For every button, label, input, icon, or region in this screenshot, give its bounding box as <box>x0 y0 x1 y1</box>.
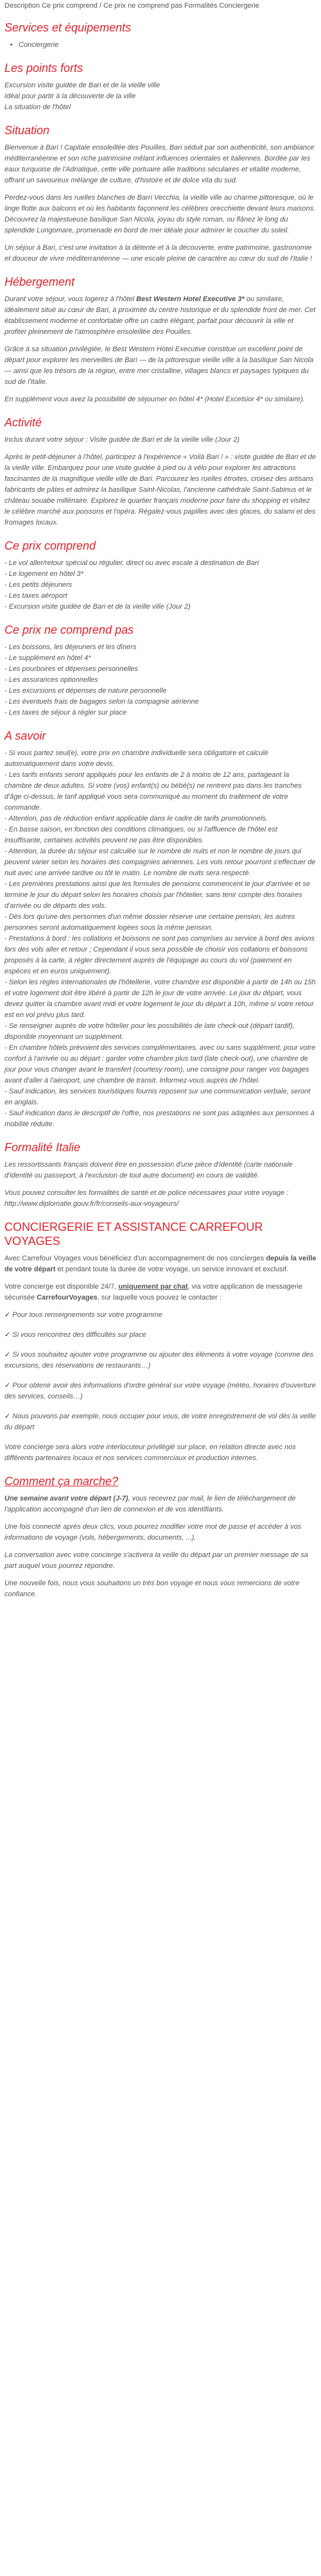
check-text: Si vous souhaitez ajouter votre programme ou ajouter des éléments à votre voyage (comme des excursions, des réservations de restaurants…) <box>4 1351 314 1370</box>
list-item: - Prestations à bord : les collations et boissons ne sont pas comprises au service à bord des avions lors des vols aller et retour ; Cependant il vous sera possible de choisir vos collations et boissons proposés à la carte, à régler directement auprès de l'équipage au cours du vol (paiement en espèces et en euros uniquement). <box>4 935 315 975</box>
situation-paragraph: Un séjour à Bari, c'est une invitation à la détente et à la découverte, entre patrimoine, gastronomie et douceur de vivre méditerranéenne — une escale pleine de caractère au cœur du sud de l'Italie ! <box>4 244 313 263</box>
text: , vous recevrez par mail, le lien de téléchargement de l'application accompagné d'un lien de connexion et de vos identifiants. <box>4 1495 296 1513</box>
ne-comprend-pas-list <box>4 642 317 718</box>
hebergement-paragraph <box>4 294 317 338</box>
list-item: - Les pourboires et dépenses personnelles <box>4 665 138 673</box>
activite-title: Activité <box>4 416 42 429</box>
list-item: - Les tarifs enfants seront appliqués pour les enfants de 2 à moins de 12 ans, partageant la chambre de deux adultes. Si votre (vos) enfant(s) ou bébé(s) ne rentrent pas dans les tranches d'âge ci-dessus, le tarif appliqué vous sera communiqué au moment du traitement de votre commande. <box>4 771 302 812</box>
comment-paragraph: La conversation avec votre concierge s'activera la veille du départ par un premier message de sa part auquel vous pourrez répondre. <box>4 1551 308 1570</box>
list-item: - En chambre hôtels prévoient des services complémentaires, avec ou sans supplément, pour votre confort à l'arrivée ou au départ : garder votre chambre plus tard (late check-out), une chambre de jour pour vous changer avant le transfert (courtesy room), une consigne pour ranger vos bagages avant d'aller à l'aéroport, une chambre de transit. Informez-vous auprès de l'hôtel. <box>4 1044 316 1084</box>
services-list <box>19 40 317 51</box>
points-forts-list <box>4 80 317 113</box>
list-item: - Dès lors qu'une des personnes d'un même dossier réserve une certaine pension, les autres personnes seront automatiquement logées sous la même pension. <box>4 913 295 932</box>
check-icon: ✓ <box>4 1351 11 1359</box>
comment-paragraph <box>4 1493 317 1515</box>
comment-paragraph: Une fois connecté après deux clics, vous pourrez modifier votre mot de passe et accéder à vos informations de voyage (vols, hébergements, documents, ...). <box>4 1523 302 1542</box>
list-item: - Attention, pas de réduction enfant applicable dans le cadre de tarifs promotionnels. <box>4 815 268 822</box>
list-item: - Se renseigner auprès de votre hôtelier pour les possibilités de late check-out (départ tardif), disponible moyennant un supplément. <box>4 1022 295 1041</box>
text: Avec Carrefour Voyages vous bénéficiez d'un accompagnement de nos concierges <box>4 1255 266 1262</box>
list-item: Excursion visite guidée de Bari et de la vieille ville <box>4 82 160 89</box>
check-icon: ✓ <box>4 1413 11 1420</box>
list-item: Idéal pour partir à la découverte de la ville <box>4 92 136 100</box>
activite-paragraph: Après le petit-déjeuner à l'hôtel, participez à l'expérience « Voilà Bari ! » : visite guidée de Bari et de la vieille ville. Embarquez pour une visite guidée à pied ou à vélo pour explorer les attractions fascinantes de la magnifique vieille ville de Bari. Parcourez les ruelles étroites, croisez des artisans fabricants de pâtes et admirez la basilique Saint-Nicolas, l'ancienne cathédrale Saint-Sabinus et le château souabe millénaire. Explorez le quartier français moderne pour faire du shopping et visitez le célèbre marché aux poissons et l'opéra. Régalez-vous papilles avec des glaces, du salami et des fromages locaux. <box>4 453 317 527</box>
section-nav[interactable]: Description Ce prix comprend / Ce prix ne comprend pas Formalités Conciergerie <box>4 2 259 10</box>
conciergerie-paragraph: Votre concierge sera alors votre interlocuteur privilégié sur place, en relation directe avec nos différents partenaires locaux et nos services commerciaux et production internes. <box>4 1443 296 1462</box>
list-item: - Les premières prestations ainsi que les formules de pensions commencent le jour d'arrivée et se termine le jour du départ selon les horaires choisis par l'hôtelier, sans tenir compte des horaires d'arrivée ou de départs des vols. <box>4 880 310 910</box>
text: ou similaire, idéalement situé au cœur de Bari, à proximité du centre historique et du splendide front de mer. Cet établissement moderne et confortable offre un cadre élégant, parfait pour découvrir la ville et profiter pleinement de l'atmosphère ensoleillée des Pouilles. <box>4 295 316 336</box>
text: , sur laquelle vous pouvez le contacter : <box>97 1294 221 1301</box>
activite-paragraph: Inclus durant votre séjour : Visite guidée de Bari et de la vieille ville (Jour 2) <box>4 436 240 444</box>
list-item: - Le vol aller/retour spécial ou régulier, direct ou avec escale à destination de Bari <box>4 559 259 567</box>
ne-comprend-pas-title: Ce prix ne comprend pas <box>4 623 134 636</box>
text-underlined: uniquement par chat <box>118 1283 188 1291</box>
services-title: Services et équipements <box>4 21 132 34</box>
text: Durant votre séjour, vous logerez à l'hôtel <box>4 295 137 303</box>
list-item: - Le logement en hôtel 3* <box>4 570 83 578</box>
list-item: - Selon les règles internationales de l'hôtellerie, votre chambre est disponible à partir de 14h ou 15h et votre logement doit être libéré à partir de 12h le jour de votre arrivée. Le jour du départ, vous devez quitter la chambre avant midi et votre logement le jour du départ à 10h, même si votre retour est en vol prévu plus tard. <box>4 979 316 1019</box>
list-item: - Attention, la durée du séjour est calculée sur le nombre de nuits et non le nombre de jours qui peuvent varier selon les horaires des compagnies aériennes. Les vols retour pourront s'effectuer de nuit avec une arrivée tardive ou tôt le matin. Le nombre de nuits sera respecté. <box>4 848 316 877</box>
situation-title: Situation <box>4 124 50 137</box>
check-icon: ✓ <box>4 1331 11 1339</box>
text-bold: depuis la veille de votre départ <box>4 1255 317 1273</box>
check-item <box>4 1411 317 1433</box>
comment-paragraph: Une nouvelle fois, nous vous souhaitons un très bon voyage et nous vous remercions de votre confiance. <box>4 1580 300 1598</box>
check-icon: ✓ <box>4 1382 11 1389</box>
check-item <box>4 1310 317 1321</box>
list-item: - Les boissons, les déjeuners et les dîners <box>4 643 137 651</box>
list-item: - Excursion visite guidée de Bari et de la vieille ville (Jour 2) <box>4 603 191 611</box>
check-item <box>4 1380 317 1402</box>
check-text: Pour obtenir avoir des informations d'ordre général sur votre voyage (météo, horaires d'ouverture des services, conseils…) <box>4 1382 316 1400</box>
check-item <box>4 1330 317 1341</box>
list-item: - Les excursions et dépenses de nature personnelle <box>4 687 167 695</box>
list-item: - Sauf indication dans le descriptif de l'offre, nos prestations ne sont pas adaptées aux personnes à mobilité réduite. <box>4 1110 315 1128</box>
list-item: - Les petits déjeuners <box>4 581 73 589</box>
a-savoir-list <box>4 748 317 1130</box>
hebergement-paragraph: Grâce à sa situation privilégiée, le Best Western Hotel Executive constitue un excellent point de départ pour explorer les merveilles de Bari — de la pittoresque vieille ville à la basilique San Nicola — ainsi que les trésors de la région, entre mer cristalline, villages blancs et paysages typiques du sud de l'Italie. <box>4 345 314 386</box>
check-icon: ✓ <box>4 1311 11 1319</box>
list-item: - Les éventuels frais de bagages selon la compagnie aérienne <box>4 698 199 706</box>
check-text: Nous pouvons par exemple, nous occuper pour vous, de votre enregistrement de vol dès la veille du départ <box>4 1413 316 1431</box>
text: , via votre application de messagerie sécurisée <box>4 1283 303 1301</box>
list-item: - Le supplément en hôtel 4* <box>4 654 91 662</box>
text-bold: Une semaine avant votre départ (J-7) <box>4 1495 128 1502</box>
check-text: Si vous rencontrez des difficultés sur place <box>12 1331 146 1339</box>
hebergement-title: Hébergement <box>4 275 75 288</box>
check-text: Pour tous renseignements sur votre programme <box>12 1311 162 1319</box>
formalite-paragraph: Les ressortissants français doivent être en possession d'une pièce d'identité (carte nationale d'identité ou passeport, à l'exclusion de tout autre document) en cours de validité. <box>4 1161 293 1179</box>
conciergerie-paragraph <box>4 1253 317 1275</box>
page <box>0 1 321 1600</box>
hotel-name: Best Western Hotel Executive 3* <box>136 295 245 303</box>
list-item: - Si vous partez seul(e), votre prix en chambre individuelle sera obligatoire et calculé automatiquement dans votre devis. <box>4 749 268 768</box>
list-item: - Les taxes de séjour à régler sur place <box>4 709 127 717</box>
list-item: • Conciergerie <box>19 40 317 51</box>
ce-prix-comprend-title: Ce prix comprend <box>4 539 96 552</box>
list-item: - Les taxes aéroport <box>4 592 67 600</box>
list-item: La situation de l'hôtel <box>4 103 71 111</box>
a-savoir-title: A savoir <box>4 729 46 742</box>
points-forts-title: Les points forts <box>4 62 83 74</box>
comment-title: Comment ça marche? <box>4 1475 119 1488</box>
list-item: - Les assurances optionnelles <box>4 676 98 684</box>
situation-paragraph: Bienvenue à Bari ! Capitale ensoleillée des Pouilles, Bari séduit par son authenticité, son ambiance méditerranéenne et son riche patrimoine mêlant influences orientales et italiennes. Bordée par les eaux turquoise de l'Adriatique, cette ville portuaire allie traditions séculaires et vitalité moderne, offrant un savoureux mélange de culture, d'histoire et de dolce vita du sud. <box>4 144 315 184</box>
text: Votre concierge est disponible 24/7, <box>4 1283 119 1291</box>
hebergement-paragraph: En supplément vous avez la possibilité de séjourner en hôtel 4* (Hotel Excelsior 4* ou similaire). <box>4 396 305 403</box>
list-item: - Sauf indication, les services touristiques fournis reposent sur une communication verbale, seront en anglais. <box>4 1088 311 1106</box>
check-item <box>4 1350 317 1371</box>
ce-prix-comprend-list <box>4 558 317 613</box>
list-item: - En basse saison, en fonction des conditions climatiques, ou si l'affluence de l'hôtel est insuffisante, certaines activités peuvent ne pas être disponibles. <box>4 826 277 844</box>
situation-paragraph: Perdez-vous dans les ruelles blanches de Barri Vecchia, la vieille ville au charme pittoresque, où le linge flotte aux balcons et où les habitants façonnent les célèbres orecchiette devant leurs maisons. Découvrez la majestueuse basilique San Nicola, joyau du style roman, ou flânez le long du splendide Lungomare, promenade en bord de mer idéale pour admirer le coucher du soleil. <box>4 194 316 234</box>
formalite-paragraph: Vous pouvez consulter les formalités de santé et de police nécessaires pour votre voyage : http://www.diplomatie.gouv.fr/fr/conseils-aux-voyageurs/ <box>4 1189 289 1208</box>
text: et pendant toute la durée de votre voyage, un service innovant et exclusif. <box>55 1266 289 1273</box>
conciergerie-paragraph <box>4 1282 317 1303</box>
conciergerie-title: CONCIERGERIE ET ASSISTANCE CARREFOUR VOYAGES <box>4 1221 263 1248</box>
formalite-title: Formalité Italie <box>4 1141 81 1154</box>
app-name: CarrefourVoyages <box>37 1294 98 1301</box>
